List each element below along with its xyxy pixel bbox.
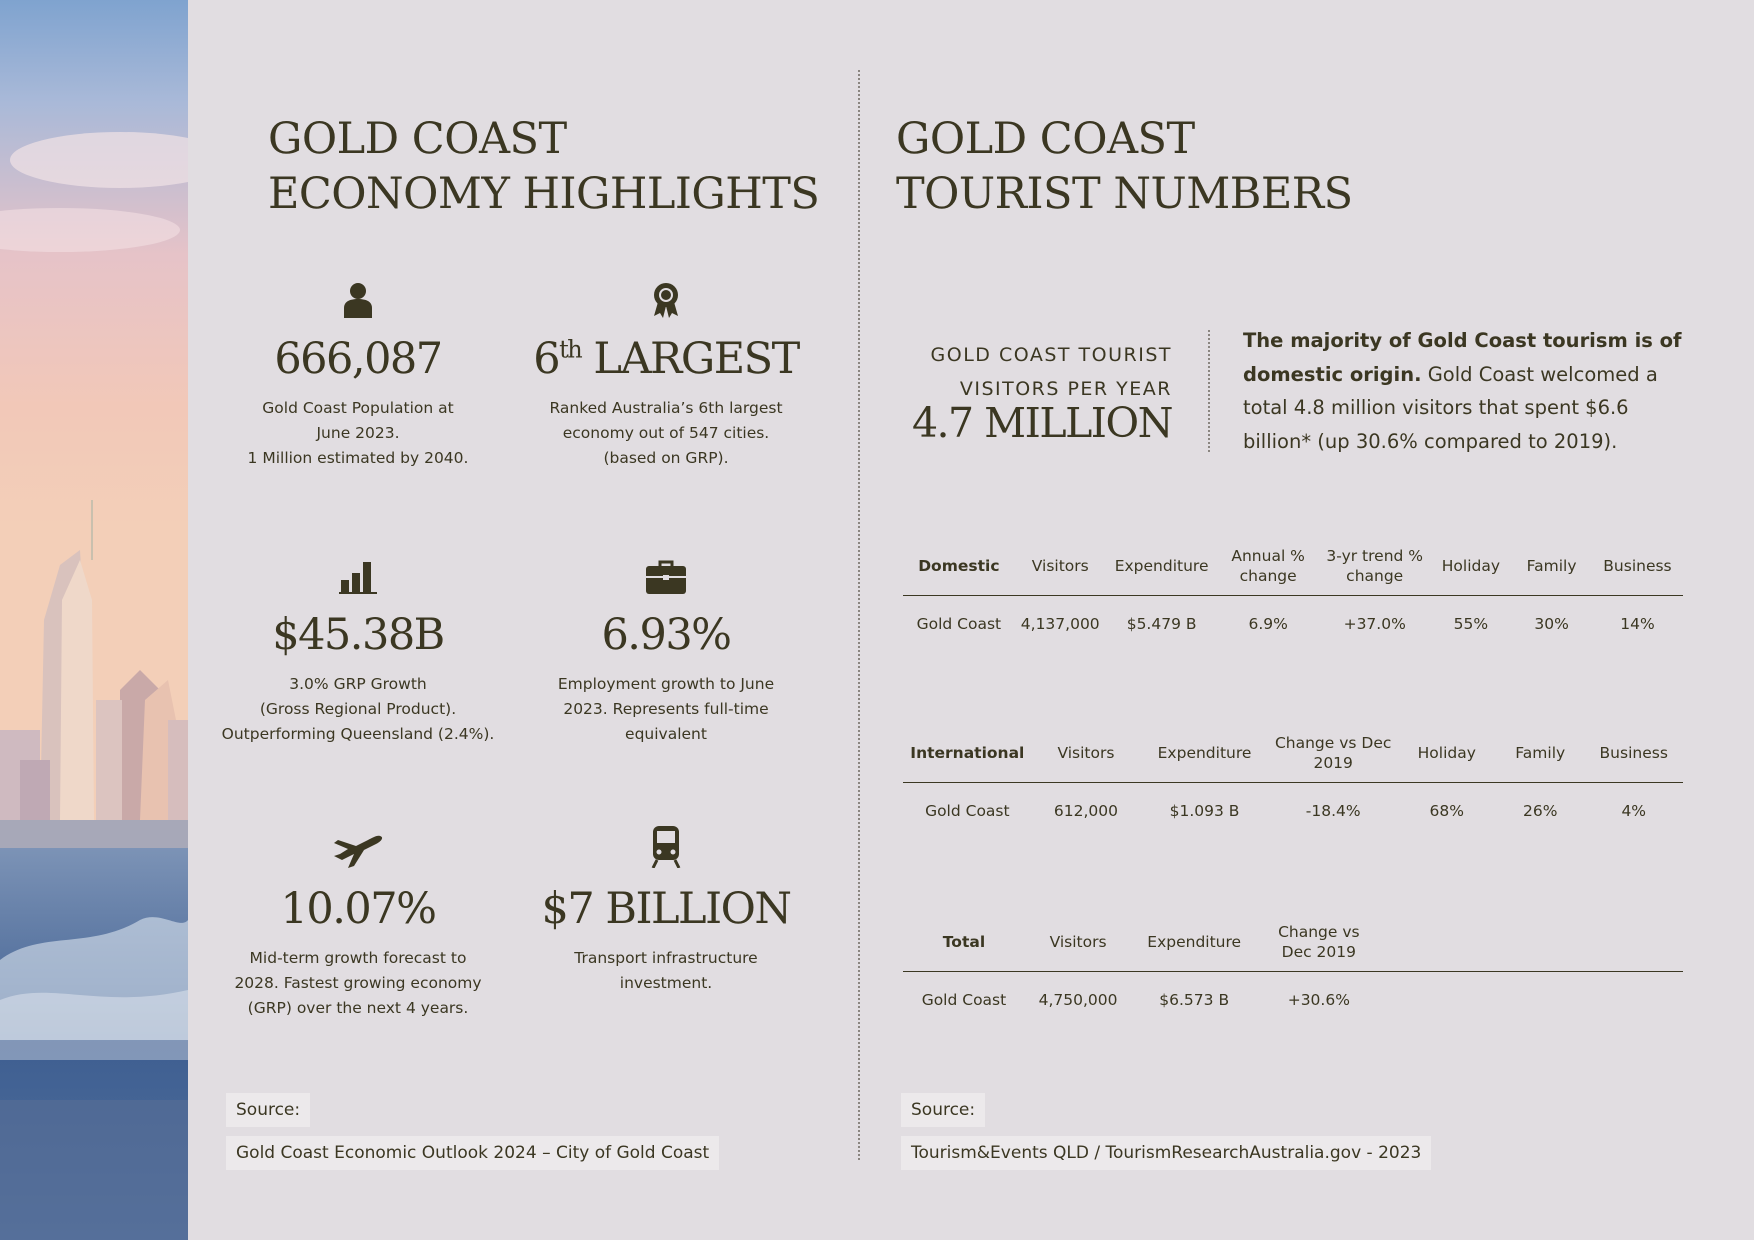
domestic-table — [903, 537, 1683, 652]
growth-forecast-value: 10.07% — [280, 884, 436, 934]
table-header-row: Domestic Visitors Expenditure Annual % change 3-yr trend % change Holiday Family Business — [903, 537, 1683, 596]
stat-employment — [516, 550, 816, 747]
population-value: 666,087 — [274, 334, 442, 384]
table-row: Gold Coast 4,750,000 $6.573 B +30.6% — [921, 991, 1350, 1009]
transport-value: $7 BILLION — [541, 884, 791, 934]
gold-coast-skyline-photo — [0, 0, 188, 1240]
table-header-row: International Visitors Expenditure Change vs Dec 2019 Holiday Family Business — [903, 724, 1683, 783]
visitors-per-year-label: GOLD COAST TOURIST VISITORS PER YEAR — [930, 344, 1172, 400]
bar-chart-icon — [208, 550, 508, 594]
tourism-summary: The majority of Gold Coast tourism is of domestic origin. Gold Coast welcomed a total 4.8 million visitors that spent $6.6 billion* (up 30.6% compared to 2019). — [1243, 329, 1682, 453]
left-source-text: Gold Coast Economic Outlook 2024 – City of Gold Coast — [226, 1136, 719, 1170]
visitors-per-year-value: 4.7 MILLION — [911, 399, 1172, 447]
growth-forecast-description: Mid-term growth forecast to 2028. Fastest growing economy (GRP) over the next 4 years. — [234, 949, 482, 1017]
heading-line-2: TOURIST NUMBERS — [896, 169, 1353, 219]
column-divider — [858, 70, 860, 1160]
award-ribbon-icon — [516, 274, 816, 318]
table-row: Gold Coast 4,137,000 $5.479 B 6.9% +37.0% 55% 30% 14% — [916, 615, 1655, 633]
stat-growth-forecast — [208, 824, 508, 1021]
international-table — [903, 724, 1683, 839]
right-source-text: Tourism&Events QLD / TourismResearchAustralia.gov - 2023 — [901, 1136, 1431, 1170]
summary-divider — [1208, 330, 1210, 452]
economy-highlights-heading — [268, 112, 819, 222]
table-header-row: Total Visitors Expenditure Change vs Dec 2019 — [903, 913, 1683, 972]
employment-value: 6.93% — [601, 610, 731, 660]
transport-description: Transport infrastructure investment. — [574, 949, 758, 992]
employment-description: Employment growth to June 2023. Represents full-time equivalent — [557, 675, 775, 743]
stat-grp — [208, 550, 508, 747]
grp-value: $45.38B — [272, 610, 444, 660]
grp-description: 3.0% GRP Growth (Gross Regional Product). Outperforming Queensland (2.4%). — [221, 675, 495, 743]
ranking-value: 6th LARGEST — [533, 334, 799, 384]
heading-line-1: GOLD COAST — [896, 114, 1195, 164]
right-source-label: Source: — [901, 1093, 985, 1127]
total-table — [903, 913, 1683, 1028]
airplane-icon — [208, 824, 508, 868]
heading-line-2: ECONOMY HIGHLIGHTS — [268, 169, 820, 219]
tourist-numbers-heading — [896, 112, 1353, 222]
stat-transport — [516, 824, 816, 996]
heading-line-1: GOLD COAST — [268, 114, 567, 164]
stat-ranking — [516, 274, 816, 471]
table-row: Gold Coast 612,000 $1.093 B -18.4% 68% 26% 4% — [925, 802, 1647, 820]
population-description: Gold Coast Population at June 2023. 1 Million estimated by 2040. — [247, 399, 469, 467]
left-source-label: Source: — [226, 1093, 310, 1127]
person-icon — [208, 274, 508, 318]
ranking-description: Ranked Australia’s 6th largest economy out of 547 cities. (based on GRP). — [549, 399, 783, 467]
train-icon — [516, 824, 816, 868]
stat-population — [208, 274, 508, 471]
briefcase-icon — [516, 550, 816, 594]
